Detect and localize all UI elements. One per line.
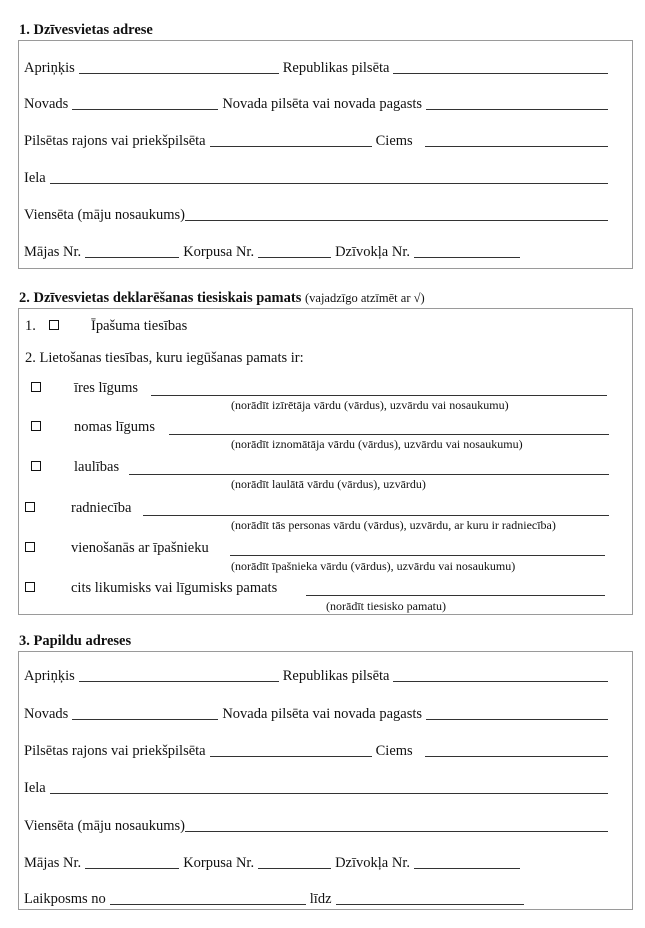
row-novads <box>24 93 608 113</box>
novada-pilseta-label-2: Novada pilsēta vai novada pagasts <box>222 706 423 722</box>
option-nomas-ligums-hint: (norādīt iznomātāja vārdu (vārdus), uzvārdu vai nosaukumu) <box>231 437 523 451</box>
novads-field-2[interactable] <box>72 705 218 720</box>
aprinkis-field[interactable] <box>79 59 279 74</box>
pilsetas-rajons-label: Pilsētas rajons vai priekšpilsēta <box>24 133 206 149</box>
ciems-field[interactable] <box>425 132 608 147</box>
novada-pilseta-field-2[interactable] <box>426 705 608 720</box>
dzivokla-nr-label: Dzīvokļa Nr. <box>335 244 410 260</box>
ciems-label-2: Ciems <box>375 743 413 759</box>
row-iela-2 <box>24 777 608 797</box>
aprinkis-field-2[interactable] <box>79 667 279 682</box>
novada-pilseta-label: Novada pilsēta vai novada pagasts <box>222 96 423 112</box>
option-cits-pamats-checkbox[interactable] <box>25 582 35 592</box>
option-vienosanas-field[interactable] <box>230 541 605 556</box>
row-pilsetas-rajons <box>24 130 608 150</box>
option-nomas-ligums-checkbox[interactable] <box>31 421 41 431</box>
option-ires-ligums-hint: (norādīt izīrētāja vārdu (vārdus), uzvārdu vai nosaukumu) <box>231 398 509 412</box>
pilsetas-rajons-field[interactable] <box>210 132 372 147</box>
ciems-label: Ciems <box>375 133 413 149</box>
option-cits-pamats-field[interactable] <box>306 581 605 596</box>
aprinkis-label-2: Apriņķis <box>24 668 75 684</box>
row-viensete-2 <box>24 815 608 835</box>
republikas-pilseta-field-2[interactable] <box>393 667 608 682</box>
section3-title: 3. Papildu adreses <box>19 633 132 649</box>
section1-title: 1. Dzīvesvietas adrese <box>19 22 153 38</box>
option-cits-pamats-hint: (norādīt tiesisko pamatu) <box>326 599 446 613</box>
ownership-label: Īpašuma tiesības <box>91 318 188 334</box>
row-majas-nr-2 <box>24 852 608 872</box>
option-cits-pamats-label: cits likumisks vai līgumisks pamats <box>71 580 278 596</box>
laikposms-no-label: Laikposms no <box>24 891 106 907</box>
row-iela <box>24 167 608 187</box>
section2-title-text: 2. Dzīvesvietas deklarēšanas tiesiskais pamats <box>19 290 302 306</box>
option-nomas-ligums-field[interactable] <box>169 420 609 435</box>
option-laulibas-checkbox[interactable] <box>31 461 41 471</box>
additional-address-box <box>18 651 633 910</box>
dzivokla-nr-label-2: Dzīvokļa Nr. <box>335 855 410 871</box>
option-laulibas-label: laulības <box>74 459 120 475</box>
novads-field[interactable] <box>72 95 218 110</box>
row-laikposms <box>24 888 608 908</box>
row-viensete <box>24 204 608 224</box>
section2-note: (vajadzīgo atzīmēt ar √) <box>304 291 425 305</box>
korpusa-nr-label-2: Korpusa Nr. <box>183 855 255 871</box>
korpusa-nr-label: Korpusa Nr. <box>183 244 255 260</box>
majas-nr-field-2[interactable] <box>85 854 179 869</box>
iela-label: Iela <box>24 170 46 186</box>
option-radnieciba-hint: (norādīt tās personas vārdu (vārdus), uzvārdu, ar kuru ir radniecība) <box>231 518 556 532</box>
residence-address-box <box>18 40 633 269</box>
iela-field-2[interactable] <box>50 779 608 794</box>
option-radnieciba-checkbox[interactable] <box>25 502 35 512</box>
legal-basis-box <box>18 308 633 615</box>
row-majas-nr <box>24 241 608 261</box>
korpusa-nr-field[interactable] <box>258 243 331 258</box>
iela-label-2: Iela <box>24 780 46 796</box>
option-vienosanas-label: vienošanās ar īpašnieku <box>71 540 209 556</box>
dzivokla-nr-field-2[interactable] <box>414 854 520 869</box>
option-laulibas-hint: (norādīt laulātā vārdu (vārdus), uzvārdu) <box>231 477 426 491</box>
option-ires-ligums-label: īres līgums <box>74 380 139 396</box>
option-nomas-ligums-label: nomas līgums <box>74 419 155 435</box>
pilsetas-rajons-field-2[interactable] <box>210 742 372 757</box>
usage-rights-label: 2. Lietošanas tiesības, kuru iegūšanas pamats ir: <box>25 350 304 366</box>
row-aprinkis-2 <box>24 665 608 685</box>
option-ires-ligums-field[interactable] <box>151 381 607 396</box>
row-novads-2 <box>24 703 608 723</box>
majas-nr-label-2: Mājas Nr. <box>24 855 82 871</box>
majas-nr-label: Mājas Nr. <box>24 244 82 260</box>
viensete-field-2[interactable] <box>185 817 608 832</box>
option-radnieciba-field[interactable] <box>143 501 609 516</box>
viensete-field[interactable] <box>185 206 608 221</box>
dzivokla-nr-field[interactable] <box>414 243 520 258</box>
majas-nr-field[interactable] <box>85 243 179 258</box>
republikas-pilseta-field[interactable] <box>393 59 608 74</box>
ciems-field-2[interactable] <box>425 742 608 757</box>
republikas-pilseta-label: Republikas pilsēta <box>282 60 390 76</box>
row-aprinkis <box>24 57 608 77</box>
ownership-checkbox[interactable] <box>49 320 59 330</box>
item1-number: 1. <box>25 318 36 334</box>
section2-title <box>19 290 425 307</box>
option-ires-ligums-checkbox[interactable] <box>31 382 41 392</box>
lidz-label: līdz <box>309 891 332 907</box>
republikas-pilseta-label-2: Republikas pilsēta <box>282 668 390 684</box>
option-laulibas-field[interactable] <box>129 460 609 475</box>
laikposms-no-field[interactable] <box>110 890 306 905</box>
pilsetas-rajons-label-2: Pilsētas rajons vai priekšpilsēta <box>24 743 206 759</box>
korpusa-nr-field-2[interactable] <box>258 854 331 869</box>
novads-label: Novads <box>24 96 69 112</box>
option-vienosanas-hint: (norādīt īpašnieka vārdu (vārdus), uzvārdu vai nosaukumu) <box>231 559 516 573</box>
iela-field[interactable] <box>50 169 608 184</box>
viensete-label-2: Viensēta (māju nosaukums) <box>24 818 186 834</box>
novads-label-2: Novads <box>24 706 69 722</box>
row-pilsetas-rajons-2 <box>24 740 608 760</box>
lidz-field[interactable] <box>336 890 524 905</box>
option-radnieciba-label: radniecība <box>71 500 132 516</box>
aprinkis-label: Apriņķis <box>24 60 75 76</box>
viensete-label: Viensēta (māju nosaukums) <box>24 207 186 223</box>
option-vienosanas-checkbox[interactable] <box>25 542 35 552</box>
novada-pilseta-field[interactable] <box>426 95 608 110</box>
